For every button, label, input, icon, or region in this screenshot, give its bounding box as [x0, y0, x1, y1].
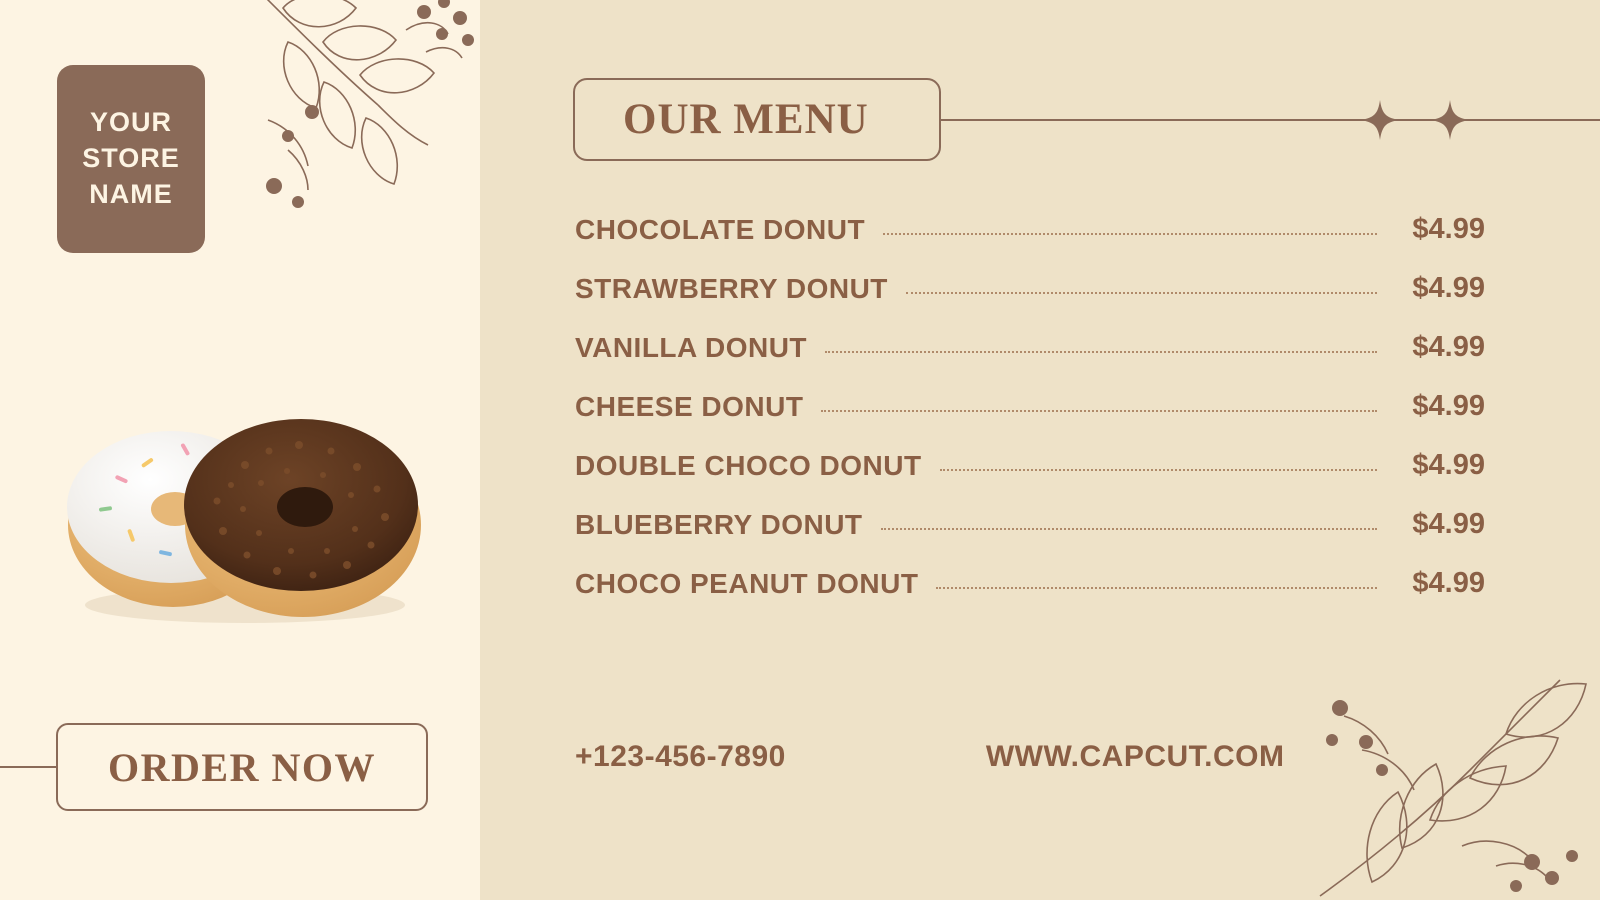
- right-panel: [480, 0, 1600, 900]
- page-title: OUR MENU: [623, 96, 869, 143]
- leader-dots: [940, 468, 1377, 471]
- store-name-line-3: NAME: [89, 178, 173, 209]
- order-now-button[interactable]: [56, 723, 428, 811]
- menu-item-name: CHOCOLATE DONUT: [575, 213, 866, 245]
- botanical-branch-icon: [1310, 650, 1600, 900]
- menu-item-row: [575, 495, 1485, 554]
- menu-item-price: $4.99: [1412, 213, 1485, 245]
- menu-item-row: [575, 554, 1485, 613]
- menu-item-price: $4.99: [1412, 567, 1485, 599]
- menu-list: [575, 200, 1485, 613]
- menu-item-row: [575, 377, 1485, 436]
- left-panel: [0, 0, 480, 900]
- menu-item-row: [575, 318, 1485, 377]
- menu-item-row: [575, 259, 1485, 318]
- leader-dots: [883, 232, 1377, 235]
- leader-dots: [906, 291, 1377, 294]
- menu-item-row: [575, 200, 1485, 259]
- menu-item-name: DOUBLE CHOCO DONUT: [575, 449, 922, 481]
- store-name-badge: [57, 65, 205, 253]
- order-now-rule: [0, 766, 58, 768]
- menu-title-box: [573, 78, 941, 161]
- leader-dots: [936, 586, 1377, 589]
- store-name-line-1: YOUR: [89, 107, 172, 138]
- sparkle-icon: [1430, 100, 1470, 140]
- store-name-line-2: STORE: [82, 143, 180, 174]
- sparkle-icon: [1360, 100, 1400, 140]
- donut-photo: [55, 365, 435, 630]
- menu-item-price: $4.99: [1412, 390, 1485, 422]
- menu-item-price: $4.99: [1412, 508, 1485, 540]
- menu-item-row: [575, 436, 1485, 495]
- phone-number: +123-456-7890: [575, 740, 786, 773]
- menu-item-price: $4.99: [1412, 331, 1485, 363]
- leader-dots: [825, 350, 1377, 353]
- menu-item-name: CHOCO PEANUT DONUT: [575, 567, 919, 599]
- website-url: WWW.CAPCUT.COM: [985, 740, 1285, 773]
- menu-item-price: $4.99: [1412, 272, 1485, 304]
- menu-item-name: STRAWBERRY DONUT: [575, 272, 888, 304]
- botanical-branch-icon: [228, 0, 498, 240]
- leader-dots: [821, 409, 1377, 412]
- title-rule: [941, 119, 1600, 121]
- order-now-label: ORDER NOW: [108, 744, 376, 790]
- menu-item-name: BLUEBERRY DONUT: [575, 508, 863, 540]
- leader-dots: [881, 527, 1377, 530]
- menu-item-name: CHEESE DONUT: [575, 390, 804, 422]
- menu-item-price: $4.99: [1412, 449, 1485, 481]
- menu-item-name: VANILLA DONUT: [575, 331, 808, 363]
